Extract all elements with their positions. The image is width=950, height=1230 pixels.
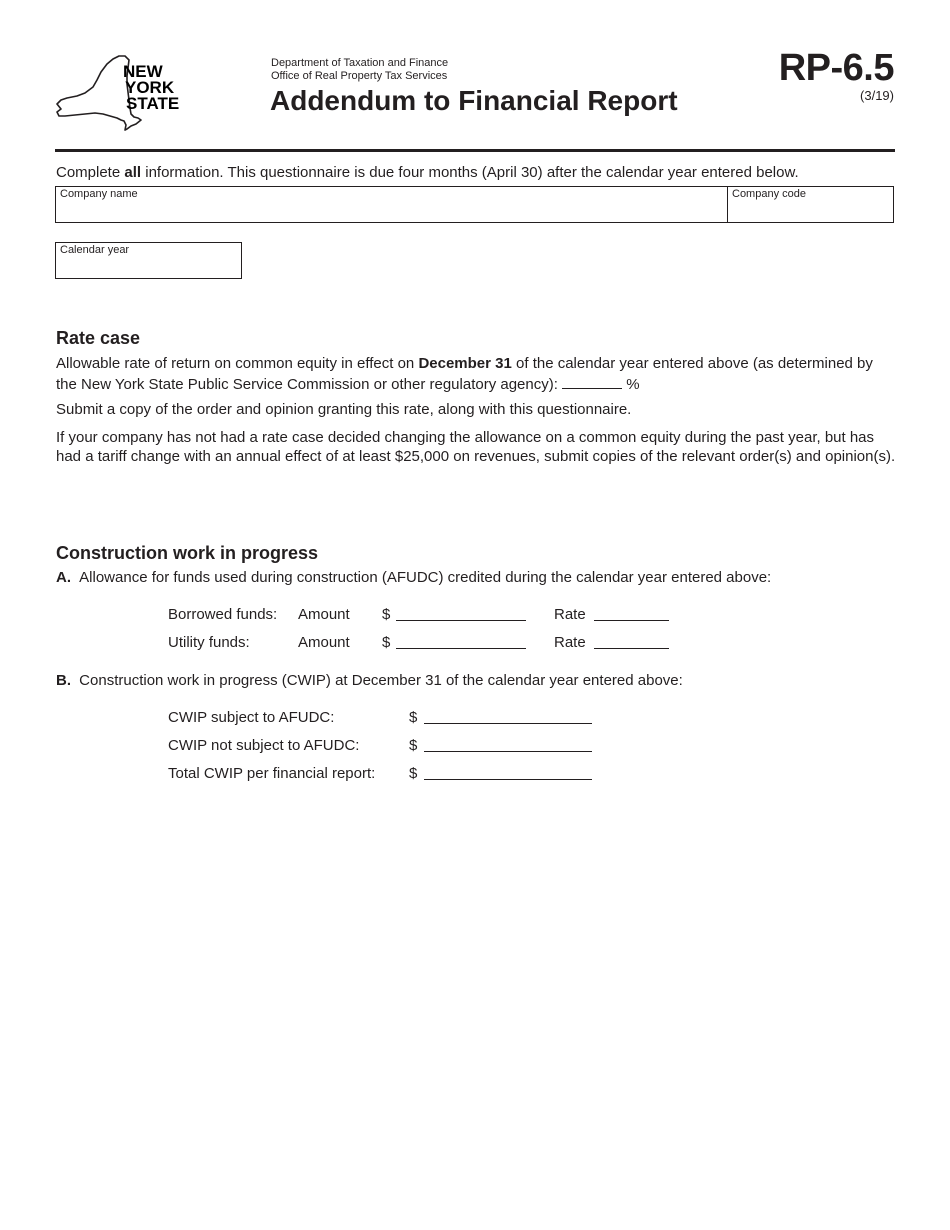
header-divider [55,149,895,152]
borrowed-rate-line[interactable] [594,606,669,621]
utility-amount-label: Amount [298,634,350,651]
new-york-state-map-icon [55,54,185,134]
nys-logo [55,54,185,134]
rate-case-paragraph-1 [56,355,896,394]
intro-after: information. This questionnaire is due four months (April 30) after the calendar year entered below. [141,164,799,181]
section-b-text [56,672,683,690]
rate-case-p1-bold: December 31 [418,355,512,372]
calendar-year-label: Calendar year [60,244,130,256]
company-name-label: Company name [60,188,138,200]
company-code-label: Company code [732,188,806,200]
cwip-total-label: Total CWIP per financial report: [168,765,376,782]
rate-case-paragraph-3: If your company has not had a rate case decided changing the allowance on a common equity during the past year, but has had a tariff change with an annual effect of at least $25,000 on revenues, submit copies of the relevant order(s) and opinion(s). [56,429,896,465]
borrowed-dollar-sign: $ [382,606,391,623]
form-title: Addendum to Financial Report [270,85,678,116]
form-revision: (3/19) [860,88,894,103]
department-name: Department of Taxation and Finance [271,57,449,69]
cwip-not-subject-line[interactable] [424,737,592,752]
intro-bold: all [124,164,142,181]
rate-case-p1-after: of the calendar year entered above (as determined by the New York State Public Service Commission or other regulatory agency): [56,355,873,393]
borrowed-amount-line[interactable] [396,606,526,621]
cwip-not-subject-dollar: $ [409,737,418,754]
company-name-input[interactable] [60,202,723,220]
intro-text [56,163,799,182]
logo-word-york: YORK [125,78,175,97]
agency-block [271,57,448,83]
cwip-total-line[interactable] [424,765,592,780]
cwip-not-subject-label: CWIP not subject to AFUDC: [168,737,360,754]
form-number: RP-6.5 [778,47,894,89]
logo-word-new: NEW [123,62,163,81]
borrowed-funds-label: Borrowed funds: [168,606,278,623]
borrowed-amount-label: Amount [298,606,350,623]
company-code-field[interactable] [727,186,894,223]
rate-case-heading: Rate case [56,328,141,348]
utility-rate-line[interactable] [594,634,669,649]
rate-case-paragraph-2: Submit a copy of the order and opinion granting this rate, along with this questionnaire. [56,401,632,418]
borrowed-rate-label: Rate [554,606,586,623]
cwip-subject-line[interactable] [424,709,592,724]
cwip-subject-label: CWIP subject to AFUDC: [168,709,335,726]
company-code-input[interactable] [732,202,889,220]
utility-funds-label: Utility funds: [168,634,250,651]
section-b-letter: B. [56,672,71,689]
rate-of-return-line[interactable] [562,374,622,389]
company-name-field[interactable] [55,186,728,223]
calendar-year-field[interactable] [55,242,242,279]
cwip-total-dollar: $ [409,765,418,782]
calendar-year-input[interactable] [60,258,237,276]
intro-before: Complete [56,164,125,181]
rate-case-p1-before: Allowable rate of return on common equity in effect on [56,355,419,372]
section-a-text [56,569,771,587]
section-a-letter: A. [56,569,71,586]
cwip-heading: Construction work in progress [56,543,319,563]
utility-dollar-sign: $ [382,634,391,651]
utility-amount-line[interactable] [396,634,526,649]
percent-sign: % [626,375,640,393]
section-a-description: Allowance for funds used during construction (AFUDC) credited during the calendar year entered above: [79,569,772,586]
section-b-description: Construction work in progress (CWIP) at December 31 of the calendar year entered above: [79,672,683,689]
logo-word-state: STATE [126,94,180,113]
utility-rate-label: Rate [554,634,586,651]
office-name: Office of Real Property Tax Services [271,70,448,82]
cwip-subject-dollar: $ [409,709,418,726]
